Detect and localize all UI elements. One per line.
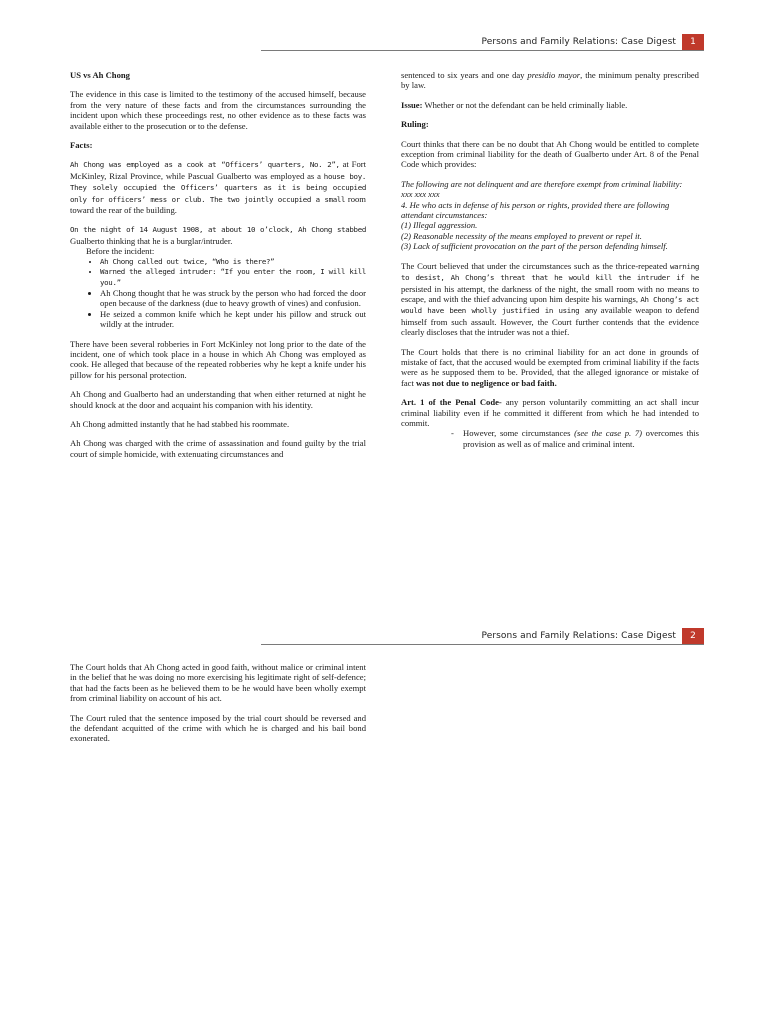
understanding-paragraph: Ah Chong and Gualberto had an understanding that when either returned at night he should knock at the door and acquaint his companion with his identity. xyxy=(70,389,366,410)
facts1-text-a: at Fort McKinley, Rizal Province, while Pascual Gualberto was employed as a xyxy=(70,159,366,181)
list-item: • Ah Chong called out twice, “Who is there?” xyxy=(100,257,366,267)
however-item xyxy=(401,428,699,449)
believed-typewriter-2: Ah Chong’s act would have been wholly justified in using any xyxy=(401,294,700,316)
charged-paragraph: Ah Chong was charged with the crime of assassination and found guilty by the trial court of simple homicide, with extenuating circumstances and xyxy=(70,438,366,459)
holds-text: The Court holds that there is no criminal liability for an act done in grounds of mistake of fact, that the accused would be exempted from criminal liability if the facts were as he supposed them to be. Provided, that the alleged ignorance or mistake of fact xyxy=(401,346,699,388)
art1-text: any person voluntarily committing an act shall incur criminal liability even if he committed it different from which he had intended to commit. xyxy=(401,397,700,428)
art1-paragraph xyxy=(401,397,699,428)
before-incident-label: Before the incident: xyxy=(86,246,155,257)
list-item: • Ah Chong thought that he was struck by the person who had forced the door open because of the darkness (due to heavy growth of vines) and confusion. xyxy=(100,288,366,309)
law-line: (2) Reasonable necessity of the means employed to prevent or repel it. xyxy=(401,230,642,241)
facts1-typewriter: Ah Chong was employed as a cook at “Officers’ quarters, No. 2”, xyxy=(70,160,340,170)
facts2-typewriter: On the night of 14 August 1908, at about 10 o’clock, Ah Chong stabbed xyxy=(70,225,366,235)
page-header-2 xyxy=(481,628,704,644)
robberies-paragraph: There have been several robberies in Fort McKinley not long prior to the date of the incident, one of which took place in a house in which Ah Chong was employed as cook. He alleged that because of the repeated robberies why he kept a knife under his pillow for his personal protection. xyxy=(70,338,366,380)
sentence-text-b: , the minimum penalty prescribed by law. xyxy=(401,70,699,91)
law-line: The following are not delinquent and are therefore exempt from criminal liability: xyxy=(401,178,683,189)
presidio-mayor: presidio mayor xyxy=(527,70,581,80)
believed-text-a: The Court believed that under the circumstances such as the thrice-repeated xyxy=(401,260,670,271)
good-faith-paragraph: The Court holds that Ah Chong acted in good faith, without malice or criminal intent in the belief that he was doing no more exercising his legitimate right of self-defence; that had the facts been as he believed them to be he would have been wholly exempt from criminal liability on account of his act. xyxy=(70,662,366,704)
sentence-paragraph xyxy=(401,70,699,91)
believed-typewriter: warning to desist, Ah Chong’s threat that he would kill the intruder if he xyxy=(401,261,699,283)
header-rule xyxy=(261,644,704,645)
issue-text: Whether or not the defendant can be held criminally liable. xyxy=(422,99,628,110)
facts-paragraph-1 xyxy=(70,159,366,215)
header-title: Persons and Family Relations: Case Digest xyxy=(481,631,676,641)
dash-marker: - xyxy=(451,428,454,439)
facts-paragraph-2 xyxy=(70,224,366,246)
incident-list xyxy=(70,257,366,330)
intro-paragraph: The evidence in this case is limited to the testimony of the accused himself, because from the very nature of these facts and from the circumstances surrounding the incident upon which these proceedings rest, no other evidence as to these facts was available either to the prosecution or to the defense. xyxy=(70,89,366,131)
page1-right-column xyxy=(401,70,699,449)
believed-paragraph xyxy=(401,261,699,338)
ruling-paragraph: Court thinks that there can be no doubt that Ah Chong would be entitled to complete exception from criminal liability for the death of Gualberto under Art. 8 of the Penal Code which provides: xyxy=(401,138,699,170)
admitted-paragraph: Ah Chong admitted instantly that he had stabbed his roommate. xyxy=(70,418,290,429)
page-number: 2 xyxy=(682,628,704,644)
reversal-paragraph: The Court ruled that the sentence imposed by the trial court should be reversed and the defendant acquitted of the crime with which he is charged and his bail bond exonerated. xyxy=(70,712,366,744)
list-item: • Warned the alleged intruder: “If you enter the room, I will kill you.” xyxy=(100,267,366,288)
header-rule xyxy=(261,50,704,51)
facts1-text-b: room toward the rear of the building. xyxy=(70,193,366,216)
penal-code-excerpt xyxy=(401,179,699,252)
however-text-b: overcomes this provision as well as of malice and criminal intent. xyxy=(463,428,699,449)
facts2-text: Gualberto thinking that he is a burglar/intruder. xyxy=(70,235,233,246)
issue-label: Issue: xyxy=(401,99,423,110)
facts1-typewriter-2: house boy. They solely occupied the Officers’ quarters as it is being occupied only for officers’ mess or club. The two jointly occupied a small xyxy=(70,171,367,204)
page2-left-column xyxy=(70,662,366,753)
header-title: Persons and Family Relations: Case Digest xyxy=(481,37,676,47)
page-header-1 xyxy=(481,34,704,50)
law-line: xxx xxx xxx xyxy=(401,189,440,200)
page1-left-column xyxy=(70,70,366,468)
holds-paragraph xyxy=(401,347,699,389)
law-line: (3) Lack of sufficient provocation on the part of the person defending himself. xyxy=(401,241,668,252)
ruling-heading: Ruling: xyxy=(401,119,429,130)
however-text-a: However, some circumstances xyxy=(463,428,575,439)
page-number: 1 xyxy=(682,34,704,50)
however-text xyxy=(463,428,699,449)
law-line: (1) Illegal aggression. xyxy=(401,220,478,231)
however-ref: (see the case p. 7) xyxy=(574,428,643,439)
facts-heading: Facts: xyxy=(70,140,93,151)
list-item: • He seized a common knife which he kept under his pillow and struck out wildly at the intruder. xyxy=(100,309,366,330)
sentence-text-a: sentenced to six years and one day xyxy=(401,70,528,80)
law-line: 4. He who acts in defense of his person or rights, provided there are following attendant circumstances: xyxy=(401,199,670,221)
holds-bold: was not due to negligence or bad faith. xyxy=(416,377,557,388)
case-title: US vs Ah Chong xyxy=(70,70,130,80)
art1-label: Art. 1 of the Penal Code- xyxy=(401,397,502,408)
issue-paragraph xyxy=(401,100,699,110)
believed-text-b: persisted in his attempt, the darkness of the night, the small room with no means to escape, and with the thief advancing upon him despite his warnings, xyxy=(401,283,699,304)
believed-text-c: available weapon to defend himself from such assault. However, the Court further contends that the evidence clearly discloses that the intruder was not a thief. xyxy=(401,305,699,338)
